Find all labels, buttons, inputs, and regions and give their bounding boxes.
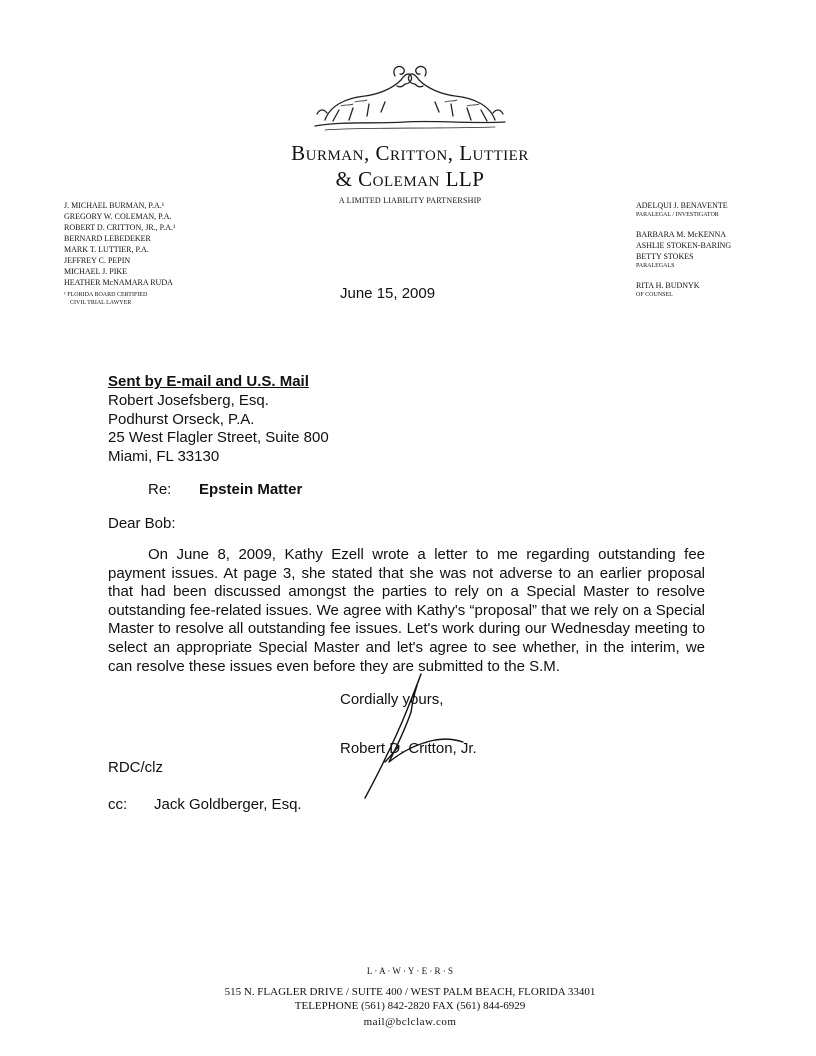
recipient-line: Podhurst Orseck, P.A. [108,410,255,428]
roster-name: HEATHER McNAMARA RUDA [64,278,173,287]
recipient-line: 25 West Flagler Street, Suite 800 [108,429,329,446]
roster-name: ROBERT D. CRITTON, JR., P.A.¹ [64,223,176,232]
roster-name: ADELQUI J. BENAVENTE [636,201,728,210]
footer-phone: TELEPHONE (561) 842-2820 FAX (561) 844-6929 [294,1000,526,1012]
footer-street: 515 N. FLAGLER DRIVE / SUITE 400 / WEST PALM BEACH, FLORIDA 33401 [224,986,596,998]
roster-name: MARK T. LUTTIER, P.A. [64,245,149,254]
roster-name: JEFFREY C. PEPIN [64,256,131,265]
roster-name: ASHLIE STOKEN-BARING [636,241,732,250]
board-certified-footnote [64,291,175,307]
delivery-method: Sent by E-mail and U.S. Mail [108,373,309,390]
roster-role: OF COUNSEL [636,292,673,298]
roster-name: BARBARA M. McKENNA [636,230,727,239]
rams-logo-icon [305,58,515,138]
footnote-line2: CIVIL TRIAL LAWYER [70,300,132,306]
left-attorney-roster [64,200,175,307]
re-subject: Epstein Matter [199,481,303,498]
re-label: Re: [148,481,172,498]
roster-name: MICHAEL J. PIKE [64,267,128,276]
salutation: Dear Bob: [108,515,176,532]
roster-role: PARALEGAL / INVESTIGATOR [636,212,719,218]
handwritten-signature-icon [355,670,465,800]
recipient-line: Robert Josefsberg, Esq. [108,392,269,409]
cc-label: cc: [108,796,128,813]
roster-name: GREGORY W. COLEMAN, P.A. [64,212,172,221]
firm-name-line1: Burman, Critton, Luttier [291,141,529,165]
footer-email: mail@bclclaw.com [363,1016,457,1028]
roster-name: BETTY STOKES [636,252,694,261]
recipient-address [108,392,329,466]
footer-lawyers: L · A · W · Y · E · R · S [366,966,454,976]
roster-name: RITA H. BUDNYK [636,281,700,290]
right-staff-roster [636,200,731,300]
partnership-label: A LIMITED LIABILITY PARTNERSHIP [338,196,482,205]
closing: Cordially yours, [340,691,444,708]
footnote-line1: ¹ FLORIDA BOARD CERTIFIED [64,292,148,298]
letter-body: On June 8, 2009, Kathy Ezell wrote a letter to me regarding outstanding fee payment issues. At page 3, she stated that she was not adverse to an earlier proposal that had been discussed amongst the parties to rely on a Special Master to resolve outstanding fee-related issues. We agree with Kathy's “proposal” that we rely on a Special Master to resolve all outstanding fee issues. Let's work during our Wednesday meeting to select an appropriate Special Master and let's agree to see whether, in the interim, we can resolve these issues even before they are submitted to the S.M. [108,546,705,675]
firm-name [220,140,600,192]
letter-date: June 15, 2009 [340,285,436,302]
typist-initials: RDC/clz [108,759,163,776]
roster-name: J. MICHAEL BURMAN, P.A.¹ [64,201,165,210]
recipient-line: Miami, FL 33130 [108,447,220,465]
roster-name: BERNARD LEBEDEKER [64,234,151,243]
cc-recipient: Jack Goldberger, Esq. [154,796,302,813]
roster-role: PARALEGALS [636,263,675,269]
signer-name: Robert D. Critton, Jr. [340,740,477,757]
footer-address [150,985,670,1013]
firm-name-line2: & Coleman LLP [335,167,485,191]
